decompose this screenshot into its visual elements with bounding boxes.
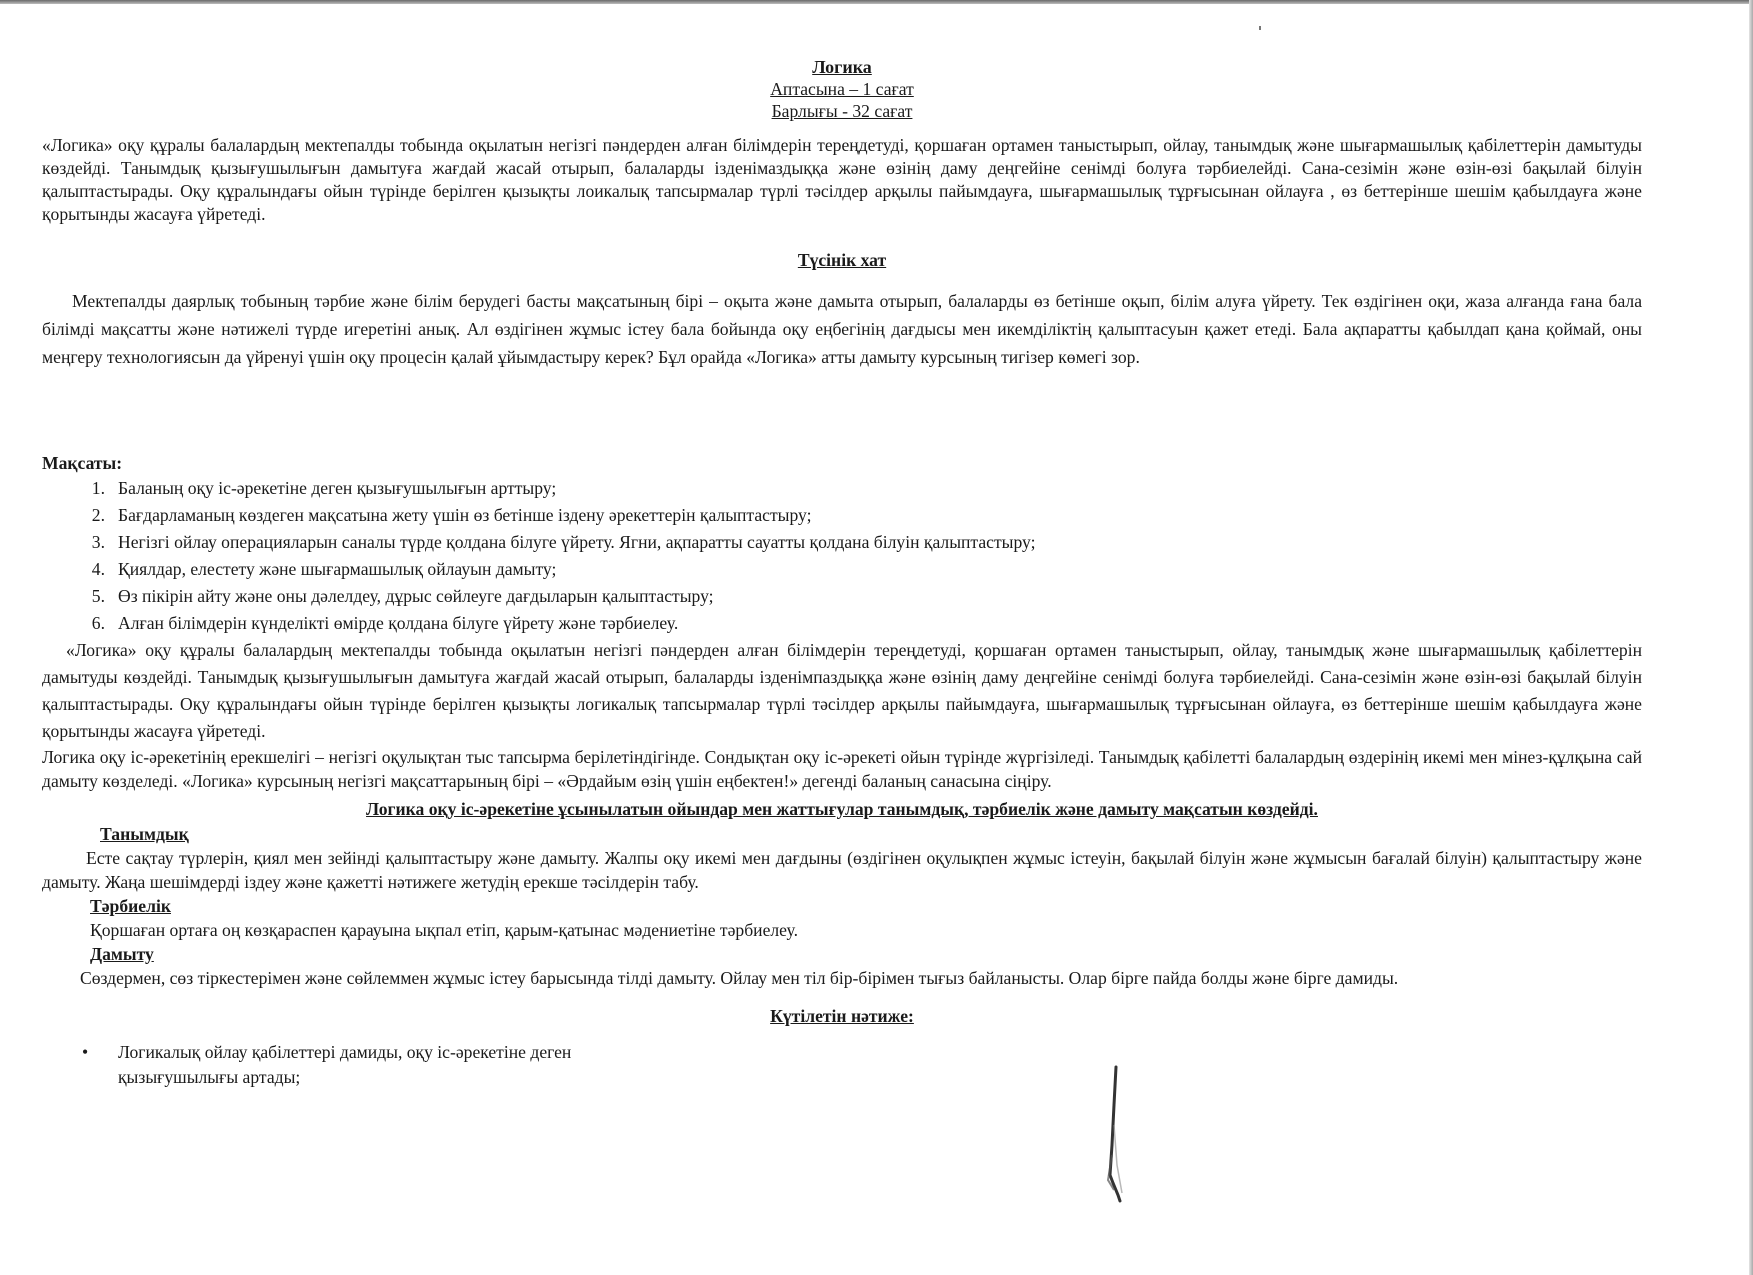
list-item	[42, 529, 1642, 556]
upbringing-paragraph: Қоршаған ортаға оң көзқараспен қарауына ықпал етіп, қарым-қатынас мәдениетіне тәрбиелеу.	[90, 919, 798, 940]
upbringing-title: Тәрбиелік	[90, 895, 171, 916]
list-number: 4.	[91, 559, 105, 579]
hours-per-week: Аптасына – 1 сағат	[770, 79, 914, 99]
list-number: 5.	[91, 586, 105, 606]
list-number: 6.	[91, 613, 105, 633]
hours-total: Барлығы - 32 сағат	[771, 101, 913, 121]
explanatory-title: Түсінік хат	[797, 250, 887, 270]
list-text: Бағдарламаның көздеген мақсатына жету үшін өз бетінше іздену әрекеттерін қалыптастыру;	[118, 505, 812, 525]
games-title: Логика оқу іс-әрекетіне ұсынылатын ойындар мен жаттығулар танымдық, тәрбиелік және дамыту мақсатын көздейді.	[366, 799, 1318, 819]
expected-item-text: Логикалық ойлау қабілеттері дамиды, оқу іс-әрекетіне деген қызығушылығы артады;	[118, 1042, 572, 1087]
doc-title: Логика	[812, 57, 872, 77]
bullet-icon: •	[82, 1042, 89, 1062]
development-paragraph: Сөздермен, сөз тіркестерімен және сөйлеммен жұмыс істеу барысында тілді дамыту. Ойлау мен тіл бір-бірімен тығыз байланысты. Олар бірге пайда болды және бірге дамиды.	[80, 967, 1399, 988]
list-item	[42, 475, 1642, 502]
list-text: Алған білімдерін күнделікті өмірде қолдана білуге үйрету және тәрбиелеу.	[118, 613, 679, 633]
expected-title: Күтілетін нәтиже:	[770, 1005, 914, 1026]
development-title: Дамыту	[90, 943, 154, 964]
goals-list	[42, 475, 1642, 637]
list-number: 1.	[91, 478, 105, 498]
list-number: 2.	[91, 505, 105, 525]
list-text: Өз пікірін айту және оны дәлелдеу, дұрыс сөйлеуге дағдыларын қалыптастыру;	[118, 586, 714, 606]
intro-paragraph: «Логика» оқу құралы балалардың мектепалды тобында оқылатын негізгі пәндерден алған білімдерін тереңдетуді, қоршаған ортамен таныстырып, ойлау, танымдық және шығармашылық қабілеттерін дамытуды көздейді. Танымдық қызығушылығын дамытуға жағдай жасай отырып, балаларды ізденімаздыққа және өзінің даму деңгейіне сенімді болуға тәрбиелейді. Сана-сезімін және өзін-өзі бақылай білуін қалыптастырады. Оқу құралындағы ойын түрінде берілген қызықты лоикалық тапсырмалар түрлі тәсілдер арқылы пайымдауға, шығармашылық тұрғысынан ойлауға , өз беттерінше шешім қабылдауға және қорытынды жасауға үйретеді.	[42, 135, 1642, 224]
list-item	[42, 1040, 642, 1090]
intro-repeat-paragraph: «Логика» оқу құралы балалардың мектепалды тобында оқылатын негізгі пәндерден алған білімдерін тереңдетуді, қоршаған ортамен таныстырып, ойлау, танымдық және шығармашылық қабілеттерін дамытуды көздейді. Танымдық қызығушылығын дамытуға жағдай жасай отырып, балаларды ізденімпаздыққа және өзінің даму деңгейіне сенімді болуға тәрбиелейді. Сана-сезімін және өзін-өзі бақылай білуін қалыптастырады. Оқу құралындағы ойын түрінде берілген қызықты логикалық тапсырмалар түрлі тәсілдер арқылы пайымдауға, шығармашылық тұрғысынан ойлауға, өз беттерінше шешім қабылдауға және қорытынды жасауға үйретеді.	[42, 640, 1642, 741]
list-item	[42, 583, 1642, 610]
list-item	[42, 556, 1642, 583]
pen-mark	[1100, 1065, 1130, 1205]
document-page	[42, 56, 1642, 1090]
scan-top-edge	[0, 0, 1753, 4]
list-text: Баланың оқу іс-әрекетіне деген қызығушылығын арттыру;	[118, 478, 557, 498]
list-number: 3.	[91, 532, 105, 552]
feature-paragraph: Логика оқу іс-әрекетінің ерекшелігі – негізгі оқулықтан тыс тапсырма берілетіндігінде. Сондықтан оқу іс-әрекеті ойын түрінде жүргізіледі. Танымдық қабілетті балалардың өздерінің икемі мен мінез-құлқына сай дамыту көзделеді. «Логика» курсының негізгі мақсаттарының бірі – «Әрдайым өзің үшін еңбектен!» дегенді баланың санасына сіңіру.	[42, 747, 1642, 791]
list-text: Қиялдар, елестету және шығармашылық ойлауын дамыту;	[118, 559, 557, 579]
list-item	[42, 502, 1642, 529]
scan-speck	[1259, 26, 1261, 30]
list-item	[42, 610, 1642, 637]
list-text: Негізгі ойлау операцияларын саналы түрде қолдана білуге үйрету. Ягни, ақпаратты сауатты қолдана білуін қалыптастыру;	[118, 532, 1036, 552]
cognitive-paragraph: Есте сақтау түрлерін, қиял мен зейінді қалыптастыру және дамыту. Жалпы оқу икемі мен дағдыны (өздігінен оқулықпен жұмыс істеуін, бақылай білуін және жұмысын бағалай білуін) қалыптастыру және дамыту. Жаңа шешімдерді іздеу және қажетті нәтижеге жетудің ерекше тәсілдерін табу.	[42, 847, 1642, 892]
cognitive-title: Танымдық	[100, 823, 189, 844]
explanatory-paragraph: Мектепалды даярлық тобының тәрбие және білім берудегі басты мақсатының бірі – оқыта және дамыта отырып, балаларды өз бетінше оқып, білім алуға үйрету. Тек өздігінен оқи, жаза алғанда ғана бала білімді мақсатты және нәтижелі түрде игеретіні анық. Ал өздігінен жұмыс істеу бала бойында оқу еңбегінің дағдысы мен икемділіктің қалыптасуын қажет етеді. Бала ақпаратты қабылдап қана қоймай, оны меңгеру технологиясын да үйренуі үшін оқу процесін қалай ұйымдастыру керек? Бұл орайда «Логика» атты дамыту курсының тигізер көмегі зор.	[42, 290, 1642, 367]
goals-title: Мақсаты:	[42, 452, 123, 473]
scan-right-edge	[1749, 0, 1753, 1275]
